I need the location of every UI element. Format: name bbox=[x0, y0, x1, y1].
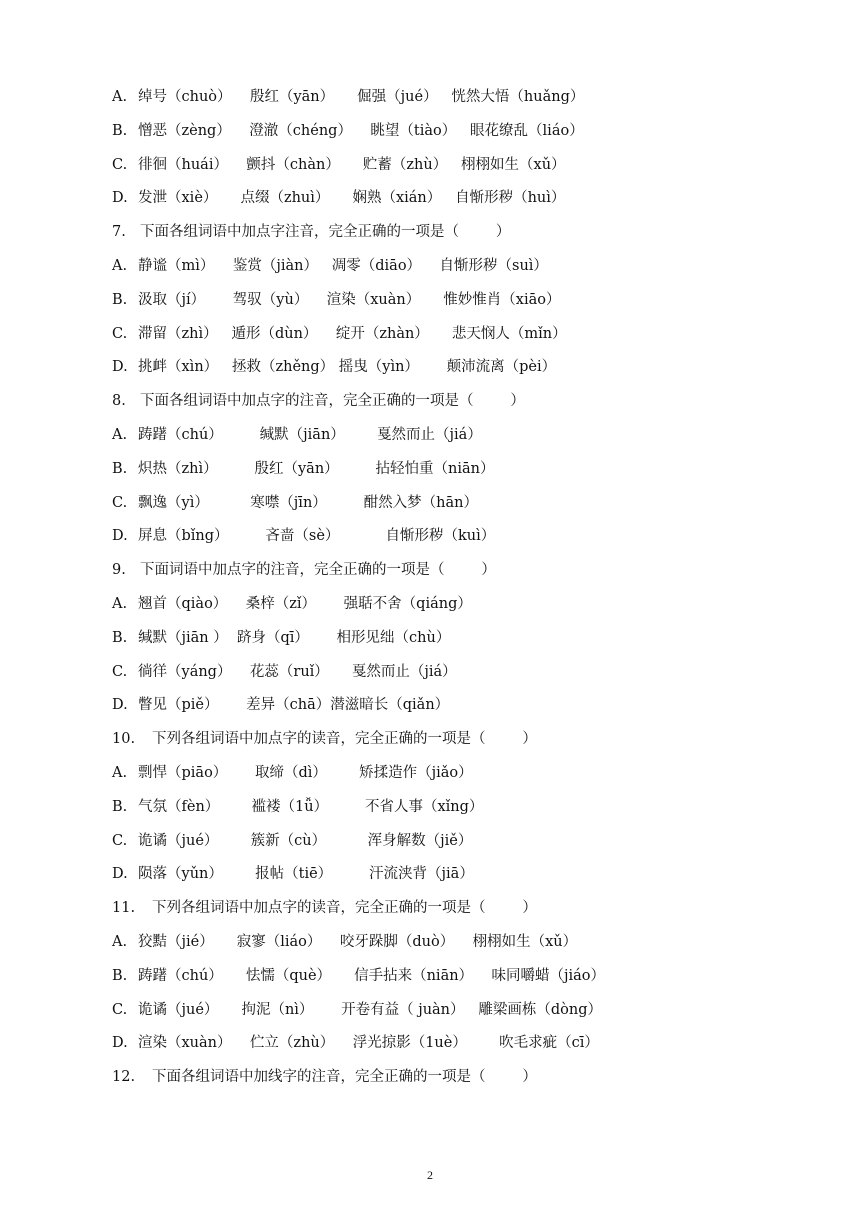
option-text: 踌躇（chú） 怯懦（què） 信手拈来（niān） 味同嚼蜡（jiáo） bbox=[138, 967, 605, 984]
option-line bbox=[112, 1030, 832, 1064]
option-text: 诡谲（jué） 簇新（cù） 浑身解数（jiě） bbox=[138, 832, 473, 849]
option-line bbox=[112, 997, 832, 1031]
option-letter: C. bbox=[112, 494, 128, 511]
question-text: 下面词语中加点字的注音，完全正确的一项是（ ） bbox=[140, 562, 496, 579]
option-letter: A. bbox=[112, 595, 128, 612]
option-letter: A. bbox=[112, 764, 128, 781]
option-letter: D. bbox=[112, 866, 128, 883]
option-letter: D. bbox=[112, 528, 128, 545]
option-line bbox=[112, 963, 832, 997]
option-line bbox=[112, 794, 832, 828]
option-text: 气氛（fèn） 褴褛（1ǚ） 不省人事（xǐng） bbox=[138, 798, 484, 815]
option-text: 挑衅（xìn） 拯救（zhěng） 摇曳（yìn） 颠沛流离（pèi） bbox=[138, 359, 557, 376]
option-letter: C. bbox=[112, 1001, 128, 1018]
option-line bbox=[112, 185, 832, 219]
question-number: 9. bbox=[112, 562, 126, 579]
option-text: 屏息（bǐng） 吝啬（sè） 自惭形秽（kuì） bbox=[138, 528, 496, 545]
option-letter: D. bbox=[112, 359, 128, 376]
option-letter: A. bbox=[112, 426, 128, 443]
option-line bbox=[112, 523, 832, 557]
option-text: 渲染（xuàn） 伫立（zhù） 浮光掠影（1uè） 吹毛求疵（cī） bbox=[138, 1035, 599, 1052]
option-line bbox=[112, 456, 832, 490]
option-line bbox=[112, 84, 832, 118]
option-letter: C. bbox=[112, 832, 128, 849]
option-letter: A. bbox=[112, 257, 128, 274]
option-letter: D. bbox=[112, 190, 128, 207]
option-text: 翘首（qiào） 桑梓（zǐ） 强聒不舍（qiáng） bbox=[138, 595, 472, 612]
option-line bbox=[112, 490, 832, 524]
question-list bbox=[112, 84, 832, 1098]
question-number: 7. bbox=[112, 224, 126, 241]
question-text: 下列各组词语中加点字的读音，完全正确的一项是（ ） bbox=[152, 731, 537, 748]
option-text: 绰号（chuò） 殷红（yān） 倔强（jué） 恍然大悟（huǎng） bbox=[138, 89, 585, 105]
option-line bbox=[112, 861, 832, 895]
option-line bbox=[112, 591, 832, 625]
option-line bbox=[112, 625, 832, 659]
option-letter: C. bbox=[112, 156, 128, 173]
option-line bbox=[112, 929, 832, 963]
option-text: 缄默（jiān ） 跻身（qī） 相形见绌（chù） bbox=[138, 629, 451, 646]
option-line bbox=[112, 659, 832, 693]
page-number: 2 bbox=[427, 1168, 433, 1182]
question-line bbox=[112, 895, 832, 929]
option-letter: B. bbox=[112, 122, 128, 139]
option-text: 飘逸（yì） 寒噤（jīn） 酣然入梦（hān） bbox=[138, 494, 478, 511]
option-text: 徜徉（yáng） 花蕊（ruǐ） 戛然而止（jiá） bbox=[138, 663, 457, 680]
question-text: 下面各组词语中加点字的注音，完全正确的一项是（ ） bbox=[140, 393, 525, 410]
option-text: 狡黠（jié） 寂寥（liáo） 咬牙跺脚（duò） 栩栩如生（xǔ） bbox=[138, 933, 578, 950]
question-text: 下面各组词语中加线字的注音，完全正确的一项是（ ） bbox=[152, 1069, 537, 1086]
option-text: 静谧（mì） 鉴赏（jiàn） 凋零（diāo） 自惭形秽（suì） bbox=[138, 257, 548, 274]
option-text: 瞥见（piě） 差异（chā）潜滋暗长（qiǎn） bbox=[138, 697, 450, 714]
option-letter: C. bbox=[112, 663, 128, 680]
option-line bbox=[112, 287, 832, 321]
option-letter: D. bbox=[112, 1035, 128, 1052]
option-line bbox=[112, 692, 832, 726]
option-letter: A. bbox=[112, 933, 128, 950]
question-line bbox=[112, 388, 832, 422]
option-line bbox=[112, 422, 832, 456]
option-line bbox=[112, 760, 832, 794]
question-number: 11. bbox=[112, 900, 136, 917]
question-line bbox=[112, 1064, 832, 1098]
option-line bbox=[112, 828, 832, 862]
option-letter: C. bbox=[112, 325, 128, 342]
option-text: 憎恶（zèng） 澄澈（chéng） 眺望（tiào） 眼花缭乱（liáo） bbox=[138, 122, 584, 139]
option-letter: B. bbox=[112, 291, 128, 308]
option-line bbox=[112, 253, 832, 287]
option-text: 诡谲（jué） 拘泥（nì） 开卷有益（ juàn） 雕梁画栋（dòng） bbox=[138, 1001, 602, 1018]
option-text: 剽悍（piāo） 取缔（dì） 矫揉造作（jiǎo） bbox=[138, 764, 473, 781]
option-letter: D. bbox=[112, 697, 128, 714]
question-line bbox=[112, 219, 832, 253]
option-line bbox=[112, 118, 832, 152]
question-number: 10. bbox=[112, 731, 136, 748]
question-text: 下列各组词语中加点字的读音，完全正确的一项是（ ） bbox=[152, 900, 537, 917]
option-letter: B. bbox=[112, 629, 128, 646]
question-line bbox=[112, 557, 832, 591]
option-text: 发泄（xiè） 点缀（zhuì） 娴熟（xián） 自惭形秽（huì） bbox=[138, 190, 566, 207]
option-text: 徘徊（huái） 颤抖（chàn） 贮蓄（zhù） 栩栩如生（xǔ） bbox=[138, 156, 566, 173]
question-text: 下面各组词语中加点字注音，完全正确的一项是（ ） bbox=[140, 224, 511, 241]
option-text: 汲取（jí） 驾驭（yù） 渲染（xuàn） 惟妙惟肖（xiāo） bbox=[138, 291, 561, 308]
option-text: 炽热（zhì） 殷红（yān） 拈轻怕重（niān） bbox=[138, 460, 495, 477]
option-letter: B. bbox=[112, 460, 128, 477]
option-text: 陨落（yǔn） 报帖（tiē） 汗流浃背（jiā） bbox=[138, 866, 474, 883]
question-number: 12. bbox=[112, 1069, 136, 1086]
option-text: 滞留（zhì） 遁形（dùn） 绽开（zhàn） 悲天悯人（mǐn） bbox=[138, 325, 567, 342]
question-number: 8. bbox=[112, 393, 126, 410]
option-letter: B. bbox=[112, 798, 128, 815]
option-letter: A. bbox=[112, 89, 128, 105]
option-text: 踌躇（chú） 缄默（jiān） 戛然而止（jiá） bbox=[138, 426, 482, 443]
option-line bbox=[112, 152, 832, 186]
question-line bbox=[112, 726, 832, 760]
option-line bbox=[112, 354, 832, 388]
option-line bbox=[112, 321, 832, 355]
option-letter: B. bbox=[112, 967, 128, 984]
